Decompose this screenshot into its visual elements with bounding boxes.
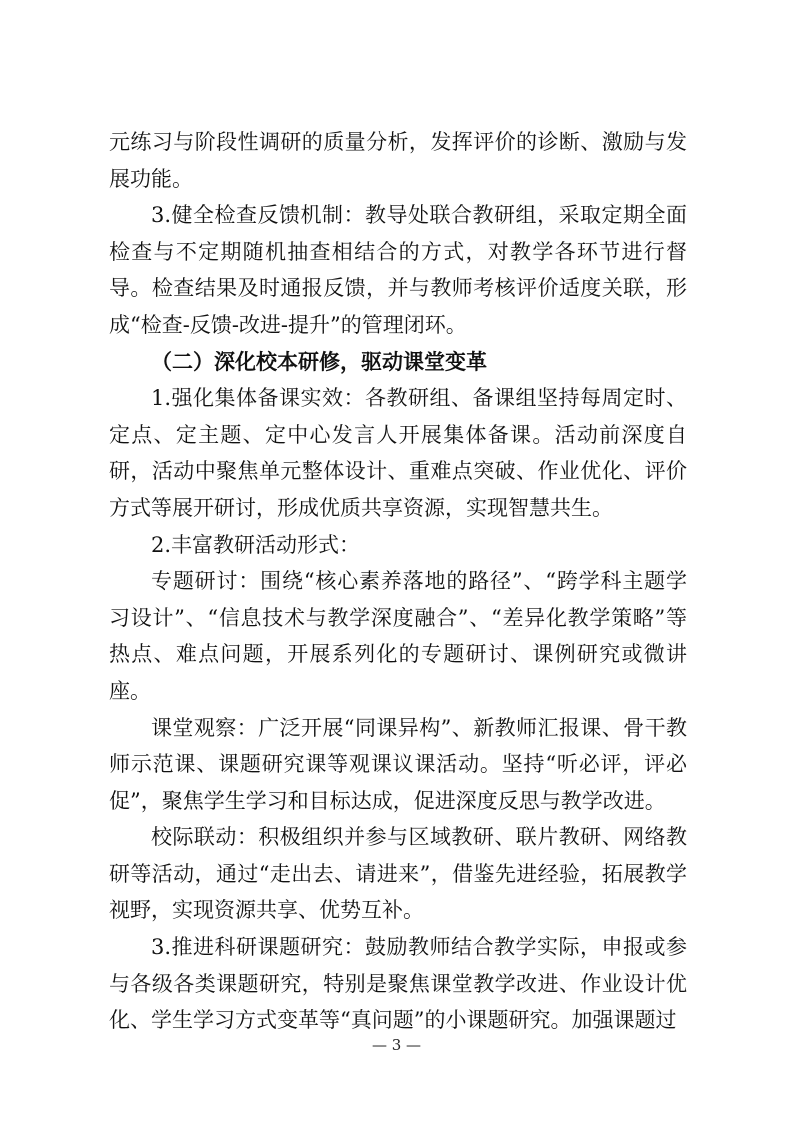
- paragraph-inspection-feedback: 3.健全检查反馈机制：教导处联合教研组，采取定期全面检查与不定期随机抽查相结合的方式，对教学各环节进行督导。检查结果及时通报反馈，并与教师考核评价适度关联，形成“检查-反馈-改进-提升”的管理闭环。: [109, 203, 687, 337]
- paragraph-collective-lesson-prep: 1.强化集体备课实效：各教研组、备课组坚持每周定时、定点、定主题、定中心发言人开展集体备课。活动前深度自研，活动中聚焦单元整体设计、重难点突破、作业优化、评价方式等展开研讨，形成优质共享资源，实现智慧共生。: [109, 386, 687, 520]
- paragraph-classroom-observation: 课堂观察：广泛开展“同课异构”、新教师汇报课、骨干教师示范课、课题研究课等观课议课活动。坚持“听必评，评必促”，聚焦学生学习和目标达成，促进深度反思与教学改进。: [109, 715, 687, 813]
- paragraph-research-forms: 2.丰富教研活动形式：: [151, 532, 361, 557]
- document-body: [109, 124, 687, 1039]
- paragraph-inter-school-linkage: 校际联动：积极组织并参与区域教研、联片教研、网络教研等活动，通过“走出去、请进来”，借鉴先进经验，拓展教学视野，实现资源共享、优势互补。: [109, 825, 687, 923]
- section-heading-school-research: （二）深化校本研修，驱动课堂变革: [151, 348, 487, 374]
- paragraph-thematic-seminar: 专题研讨：围绕“核心素养落地的路径”、“跨学科主题学习设计”、“信息技术与教学深度融合”、“差异化教学策略”等热点、难点问题，开展系列化的专题研讨、课例研究或微讲座。: [109, 569, 687, 703]
- paragraph-evaluation-continuation: 元练习与阶段性调研的质量分析，发挥评价的诊断、激励与发展功能。: [109, 130, 687, 191]
- paragraph-research-projects: 3.推进科研课题研究：鼓励教师结合教学实际，申报或参与各级各类课题研究，特别是聚焦课堂教学改进、作业设计优化、学生学习方式变革等“真问题”的小课题研究。加强课题过: [109, 935, 687, 1033]
- page-number: — 3 —: [371, 1036, 422, 1054]
